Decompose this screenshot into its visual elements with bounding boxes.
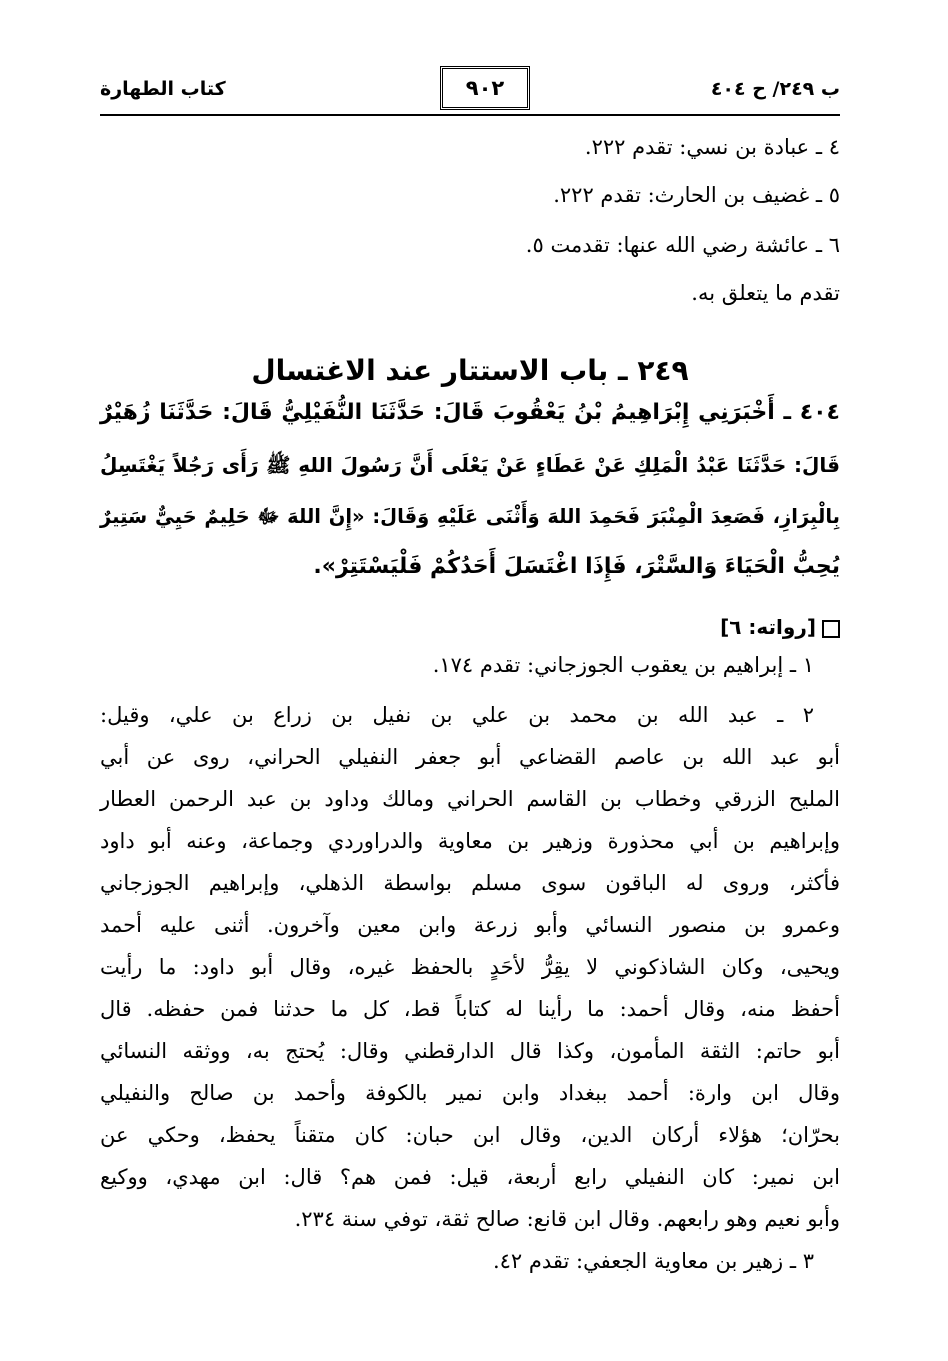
narrator-line: أبو حاتم: الثقة المأمون، وكذا قال الدارقطني وقال: يُحتج به، ووثقه النسائي: [100, 1039, 840, 1063]
checkbox-square-icon: [822, 620, 840, 638]
narrator-line: ويحيى، وكان الشاذكوني لا يقِرُّ لأحَدٍ بالحفظ غيره، وقال أبو داود: ما رأيت: [100, 955, 840, 979]
narrator-line: أحفظ منه، وقال أحمد: ما رأينا له كتاباً قط، كل ما حدثنا فمن حفظه. قال: [100, 997, 840, 1021]
narrator-line: ٣ ـ زهير بن معاوية الجعفي: تقدم ٤٢.: [492, 1249, 814, 1273]
narrator-line: وعمرو بن منصور النسائي وأبو زرعة وابن معين وآخرون. أثنى عليه أحمد: [100, 913, 840, 937]
book-page: [100, 58, 840, 1338]
chapter-hadith-reference: ب ٢٤٩/ ح ٤٠٤: [710, 78, 840, 100]
hadith-line: بِالْبِرَازِ، فَصَعِدَ الْمِنْبَرَ فَحَمِدَ اللهَ وَأَثْنَى عَلَيْهِ وَقَالَ: «إِنَّ اللهَ ﷻ حَلِيمٌ حَيِيٌّ سَتِيرٌ: [100, 505, 840, 528]
list-item: ٤ ـ عبادة بن نسي: تقدم ٢٢٢.: [584, 135, 840, 159]
list-item: ٦ ـ عائشة رضي الله عنها: تقدمت ٥.: [525, 233, 840, 257]
book-title: كتاب الطهارة: [100, 78, 226, 100]
narrators-heading: [720, 615, 840, 639]
narrator-line: ابن نمير: كان النفيلي رابع أربعة، قيل: فمن هم؟ قال: ابن مهدي، ووكيع: [100, 1165, 840, 1189]
hadith-line: قَالَ: حَدَّثَنَا عَبْدُ الْمَلِكِ عَنْ عَطَاءٍ عَنْ يَعْلَى أَنَّ رَسُولَ اللهِ ﷺ رَأَى رَجُلاً يَغْتَسِلُ: [100, 453, 840, 477]
narrator-line: وأبو نعيم وهو رابعهم. وقال ابن قانع: صالح ثقة، توفي سنة ٢٣٤.: [294, 1207, 840, 1231]
header-divider: [100, 114, 840, 116]
narrator-line: وقال ابن وارة: أحمد ببغداد وابن نمير بالكوفة وأحمد بن صالح والنفيلي: [100, 1081, 840, 1105]
narrator-line: فأكثر، وروى له الباقون سوى مسلم بواسطة الذهلي، وإبراهيم الجوزجاني: [100, 871, 840, 895]
narrator-line: ١ ـ إبراهيم بن يعقوب الجوزجاني: تقدم ١٧٤.: [432, 653, 814, 677]
chapter-title: ٢٤٩ ـ باب الاستتار عند الاغتسال: [251, 354, 689, 387]
page-header: [100, 66, 840, 106]
narrator-line: وإبراهيم بن أبي محذورة وزهير بن معاوية والدراوردي وجماعة، وعنه أبو داود: [100, 829, 840, 853]
narrator-line: المليح الزرقي وخطاب بن القاسم الحراني ومالك وداود بن عبد الرحمن العطار: [100, 787, 840, 811]
page-number: ٩٠٢: [440, 66, 530, 110]
hadith-line: ٤٠٤ ـ أَخْبَرَنِي إِبْرَاهِيمُ بْنُ يَعْقُوبَ قَالَ: حَدَّثَنَا النُّفَيْلِيُّ قَالَ: حَدَّثَنَا زُهَيْرٌ: [100, 400, 840, 425]
hadith-line: يُحِبُّ الْحَيَاءَ وَالسَّتْرَ، فَإِذَا اغْتَسَلَ أَحَدُكُمْ فَلْيَسْتَتِرْ».: [313, 554, 840, 579]
narrator-line: ٢ ـ عبد الله بن محمد بن علي بن نفيل بن زراع بن علي، وقيل:: [100, 703, 814, 727]
narrator-line: أبو عبد الله بن عاصم القضاعي أبو جعفر النفيلي الحراني، روى عن أبي: [100, 745, 840, 769]
list-item: تقدم ما يتعلق به.: [691, 281, 840, 305]
narrators-heading-label: [رواته: ٦]: [720, 615, 816, 639]
narrator-line: بحرّان؛ هؤلاء أركان الدين، وقال ابن حبان: كان متقناً يحفظ، وحكي عن: [100, 1123, 840, 1147]
list-item: ٥ ـ غضيف بن الحارث: تقدم ٢٢٢.: [553, 183, 840, 207]
